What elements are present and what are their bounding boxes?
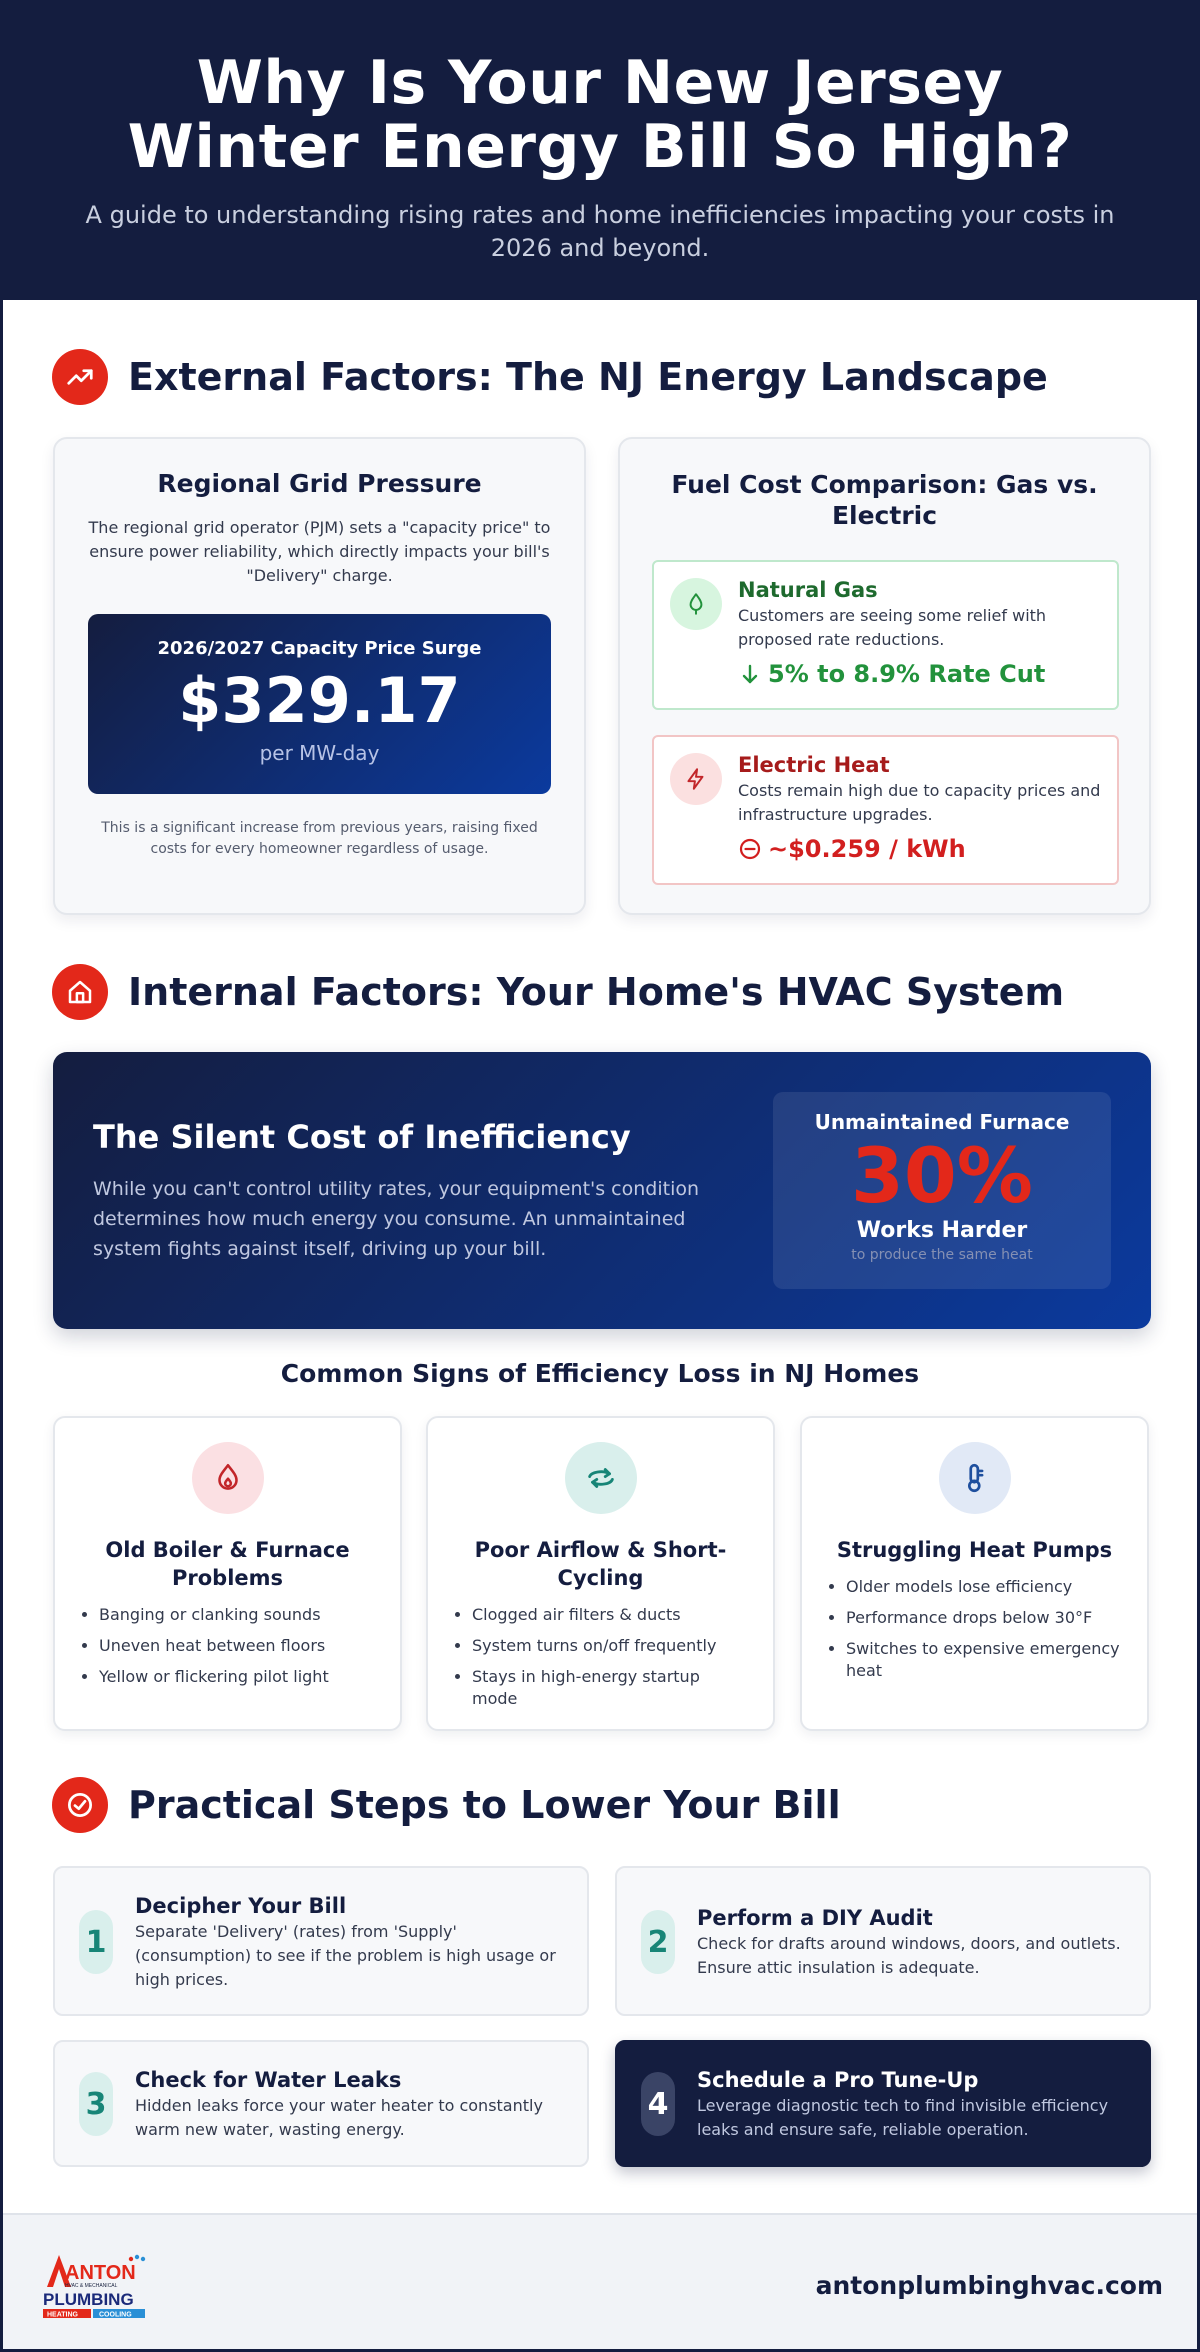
svg-text:COOLING: COOLING: [99, 2311, 132, 2319]
steps-section-header: [52, 1777, 841, 1833]
internal-section-title: Internal Factors: Your Home's HVAC System: [128, 970, 1065, 1014]
sign-title: Struggling Heat Pumps: [836, 1538, 1113, 1562]
internal-section-header: [52, 964, 1064, 1020]
furnace-stat-sub: to produce the same heat: [851, 1247, 1033, 1263]
list-item: • Clogged air filters & ducts: [472, 1604, 749, 1626]
svg-text:HEATING: HEATING: [47, 2311, 78, 2319]
thermometer-icon: [939, 1442, 1011, 1514]
electric-heat-item: [652, 735, 1119, 885]
step-text: Leverage diagnostic tech to find invisible efficiency leaks and ensure safe, reliable operation.: [697, 2096, 1109, 2139]
trending-up-icon: [52, 349, 108, 405]
sign-card-heat-pumps: [800, 1416, 1149, 1731]
page-title: Why Is Your New Jersey Winter Energy Bill So High?: [127, 48, 1073, 182]
step-text: Hidden leaks force your water heater to constantly warm new water, wasting energy.: [135, 2096, 543, 2139]
step-card-2: [615, 1866, 1151, 2016]
sign-list: [802, 1576, 1147, 1682]
list-item: • Switches to expensive emergency heat: [846, 1638, 1123, 1682]
capacity-price-value: $329.17: [178, 664, 461, 737]
electric-heat-text: Costs remain high due to capacity prices and infrastructure upgrades.: [738, 781, 1101, 824]
step-text: Check for drafts around windows, doors, and outlets. Ensure attic insulation is adequate.: [697, 1934, 1121, 1977]
sign-card-boiler: [53, 1416, 402, 1731]
furnace-stat-value: 30%: [851, 1131, 1033, 1220]
natural-gas-text: Customers are seeing some relief with proposed rate reductions.: [738, 606, 1047, 649]
sign-title: Poor Airflow & Short-Cycling: [474, 1538, 727, 1590]
grid-card-description: The regional grid operator (PJM) sets a "capacity price" to ensure power reliability, which directly impacts your bill's "Delivery" charge.: [88, 518, 551, 585]
list-item: • Yellow or flickering pilot light: [99, 1666, 376, 1688]
arrow-down-icon: [738, 662, 762, 686]
capacity-price-label: 2026/2027 Capacity Price Surge: [157, 638, 482, 659]
furnace-stat-box: [773, 1092, 1111, 1289]
lightning-icon: [670, 753, 722, 805]
step-title: Decipher Your Bill: [135, 1894, 347, 1918]
flame-drop-icon: [192, 1442, 264, 1514]
step-title: Check for Water Leaks: [135, 2068, 402, 2092]
house-icon: [52, 964, 108, 1020]
step-number: 1: [79, 1910, 113, 1974]
list-item: • Stays in high-energy startup mode: [472, 1666, 749, 1710]
natural-gas-stat: [738, 660, 1101, 688]
hero-header: [3, 3, 1197, 300]
external-section-title: External Factors: The NJ Energy Landscape: [128, 355, 1048, 399]
steps-section-title: Practical Steps to Lower Your Bill: [128, 1783, 841, 1827]
footer: [3, 2213, 1197, 2352]
external-section-header: [52, 349, 1048, 405]
step-text: Separate 'Delivery' (rates) from 'Supply' (consumption) to see if the problem is high usage or high prices.: [135, 1922, 556, 1989]
sign-card-airflow: [426, 1416, 775, 1731]
svg-text:ANTON: ANTON: [65, 2262, 136, 2284]
svg-text:HVAC & MECHANICAL: HVAC & MECHANICAL: [65, 2283, 118, 2289]
capacity-price-box: [88, 614, 551, 794]
furnace-stat-label: Unmaintained Furnace: [814, 1110, 1070, 1134]
sign-title: Old Boiler & Furnace Problems: [105, 1538, 350, 1590]
grid-card-title: Regional Grid Pressure: [157, 469, 482, 498]
svg-text:PLUMBING: PLUMBING: [43, 2290, 134, 2309]
page-subtitle: A guide to understanding rising rates and home inefficiencies impacting your costs in 2026 and beyond.: [85, 201, 1115, 262]
cycle-arrows-icon: [565, 1442, 637, 1514]
silent-cost-title: The Silent Cost of Inefficiency: [93, 1118, 631, 1156]
step-card-1: [53, 1866, 589, 2016]
list-item: • System turns on/off frequently: [472, 1635, 749, 1657]
list-item: • Uneven heat between floors: [99, 1635, 376, 1657]
fuel-card-title: Fuel Cost Comparison: Gas vs. Electric: [671, 470, 1098, 530]
list-item: • Older models lose efficiency: [846, 1576, 1123, 1598]
natural-gas-item: [652, 560, 1119, 710]
regional-grid-card: [53, 437, 586, 915]
step-title: Schedule a Pro Tune-Up: [697, 2068, 979, 2092]
anton-logo: [39, 2249, 149, 2321]
capacity-price-unit: per MW-day: [259, 741, 380, 765]
step-title: Perform a DIY Audit: [697, 1906, 933, 1930]
grid-card-note: This is a significant increase from previous years, raising fixed costs for every homeowner regardless of usage.: [101, 820, 538, 857]
fuel-comparison-card: [618, 437, 1151, 915]
step-card-3: [53, 2040, 589, 2167]
electric-heat-stat-value: ~$0.259 / kWh: [768, 835, 966, 863]
sign-list: [428, 1604, 773, 1710]
step-card-4: [615, 2040, 1151, 2167]
sign-list: [55, 1604, 400, 1688]
list-item: • Performance drops below 30°F: [846, 1607, 1123, 1629]
check-circle-icon: [52, 1777, 108, 1833]
natural-gas-stat-value: 5% to 8.9% Rate Cut: [768, 660, 1046, 688]
silent-cost-text: While you can't control utility rates, your equipment's condition determines how much energy you consume. An unmaintained system fights against itself, driving up your bill.: [93, 1178, 700, 1260]
step-number: 4: [641, 2072, 675, 2136]
furnace-stat-caption: Works Harder: [856, 1218, 1028, 1243]
signs-title: Common Signs of Efficiency Loss in NJ Homes: [280, 1359, 920, 1388]
minus-circle-icon: [738, 837, 762, 861]
flame-outline-icon: [670, 578, 722, 630]
natural-gas-name: Natural Gas: [738, 578, 878, 602]
list-item: • Banging or clanking sounds: [99, 1604, 376, 1626]
step-number: 3: [79, 2072, 113, 2136]
electric-heat-name: Electric Heat: [738, 753, 890, 777]
website-url[interactable]: antonplumbinghvac.com: [815, 2271, 1163, 2300]
electric-heat-stat: [738, 835, 1101, 863]
step-number: 2: [641, 1910, 675, 1974]
silent-cost-banner: [53, 1052, 1151, 1329]
